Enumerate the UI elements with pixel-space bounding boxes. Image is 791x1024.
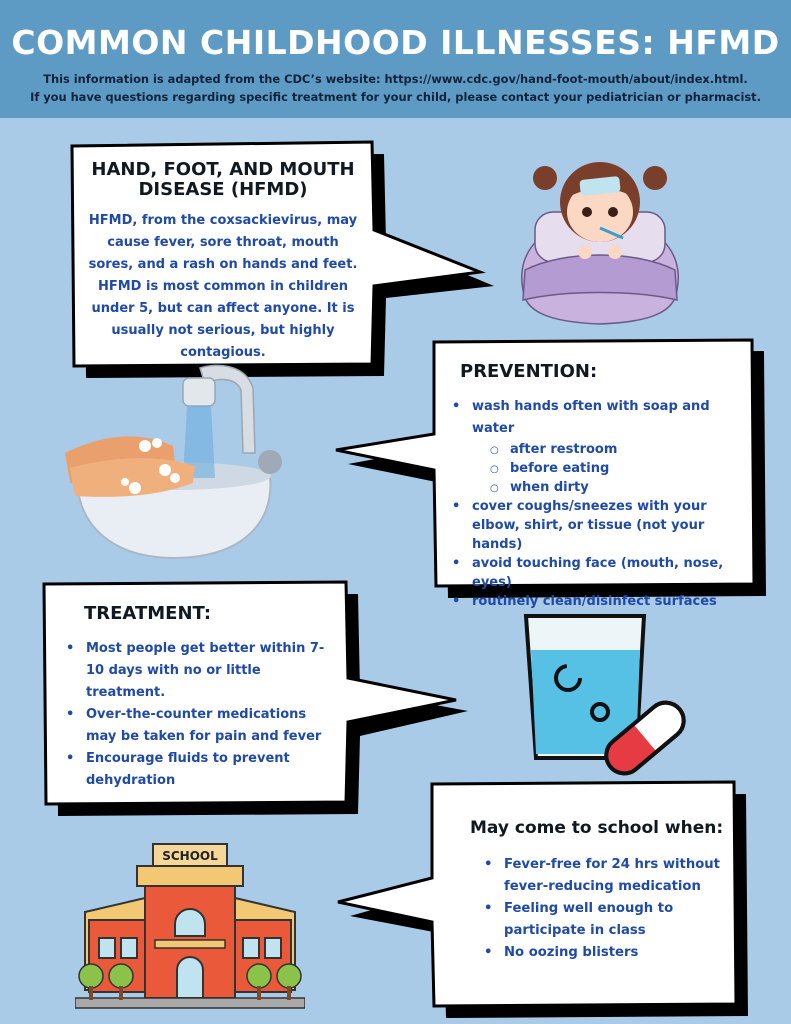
prevention-title: PREVENTION: (460, 361, 598, 382)
list-item: • Feeling well enough to participate in class (484, 898, 740, 942)
list-item: • wash hands often with soap and water ○ after restroom ○ before eating ○ when dirty (452, 396, 752, 497)
school-list (484, 854, 740, 964)
list-item: • avoid touching face (mouth, nose, eyes) (452, 554, 752, 592)
page-title: COMMON CHILDHOOD ILLNESSES: HFMD (11, 23, 780, 62)
list-item: • cover coughs/sneezes with your elbow, shirt, or tissue (not your hands) (452, 497, 752, 554)
school-title: May come to school when: (470, 818, 724, 838)
water-and-pill-illustration (520, 608, 690, 783)
list-item: • Fever-free for 24 hrs without fever-reducing medication (484, 854, 740, 898)
source-note: This information is adapted from the CDC’s website: https://www.cdc.gov/hand-foot-mouth/about/index.html. If you have questions regarding specific treatment for your child, please contact your pediatrician or pharmacist. (30, 72, 761, 104)
about-title: HAND, FOOT, AND MOUTH DISEASE (HFMD) (91, 159, 355, 200)
list-item: • routinely clean/disinfect surfaces (452, 592, 752, 611)
list-item: ○ after restroom (490, 440, 752, 459)
list-item: ○ when dirty (490, 478, 752, 497)
list-item: • Encourage fluids to prevent dehydration (66, 748, 326, 792)
treatment-title: TREATMENT: (84, 603, 212, 624)
about-body: HFMD, from the coxsackievirus, may cause fever, sore throat, mouth sores, and a rash on hands and feet. HFMD is most common in children under 5, but can affect anyone. It is usually not serious, but highly contagious. (88, 213, 358, 360)
list-item: • Most people get better within 7-10 days with no or little treatment. (66, 638, 326, 704)
school-sign-text: SCHOOL (162, 849, 218, 863)
sick-child-illustration (505, 140, 695, 330)
list-item: • No oozing blisters (484, 942, 740, 964)
list-item: • Over-the-counter medications may be taken for pain and fever (66, 704, 326, 748)
school-building-illustration (75, 840, 305, 1015)
list-item: ○ before eating (490, 459, 752, 478)
handwashing-illustration (65, 358, 295, 563)
